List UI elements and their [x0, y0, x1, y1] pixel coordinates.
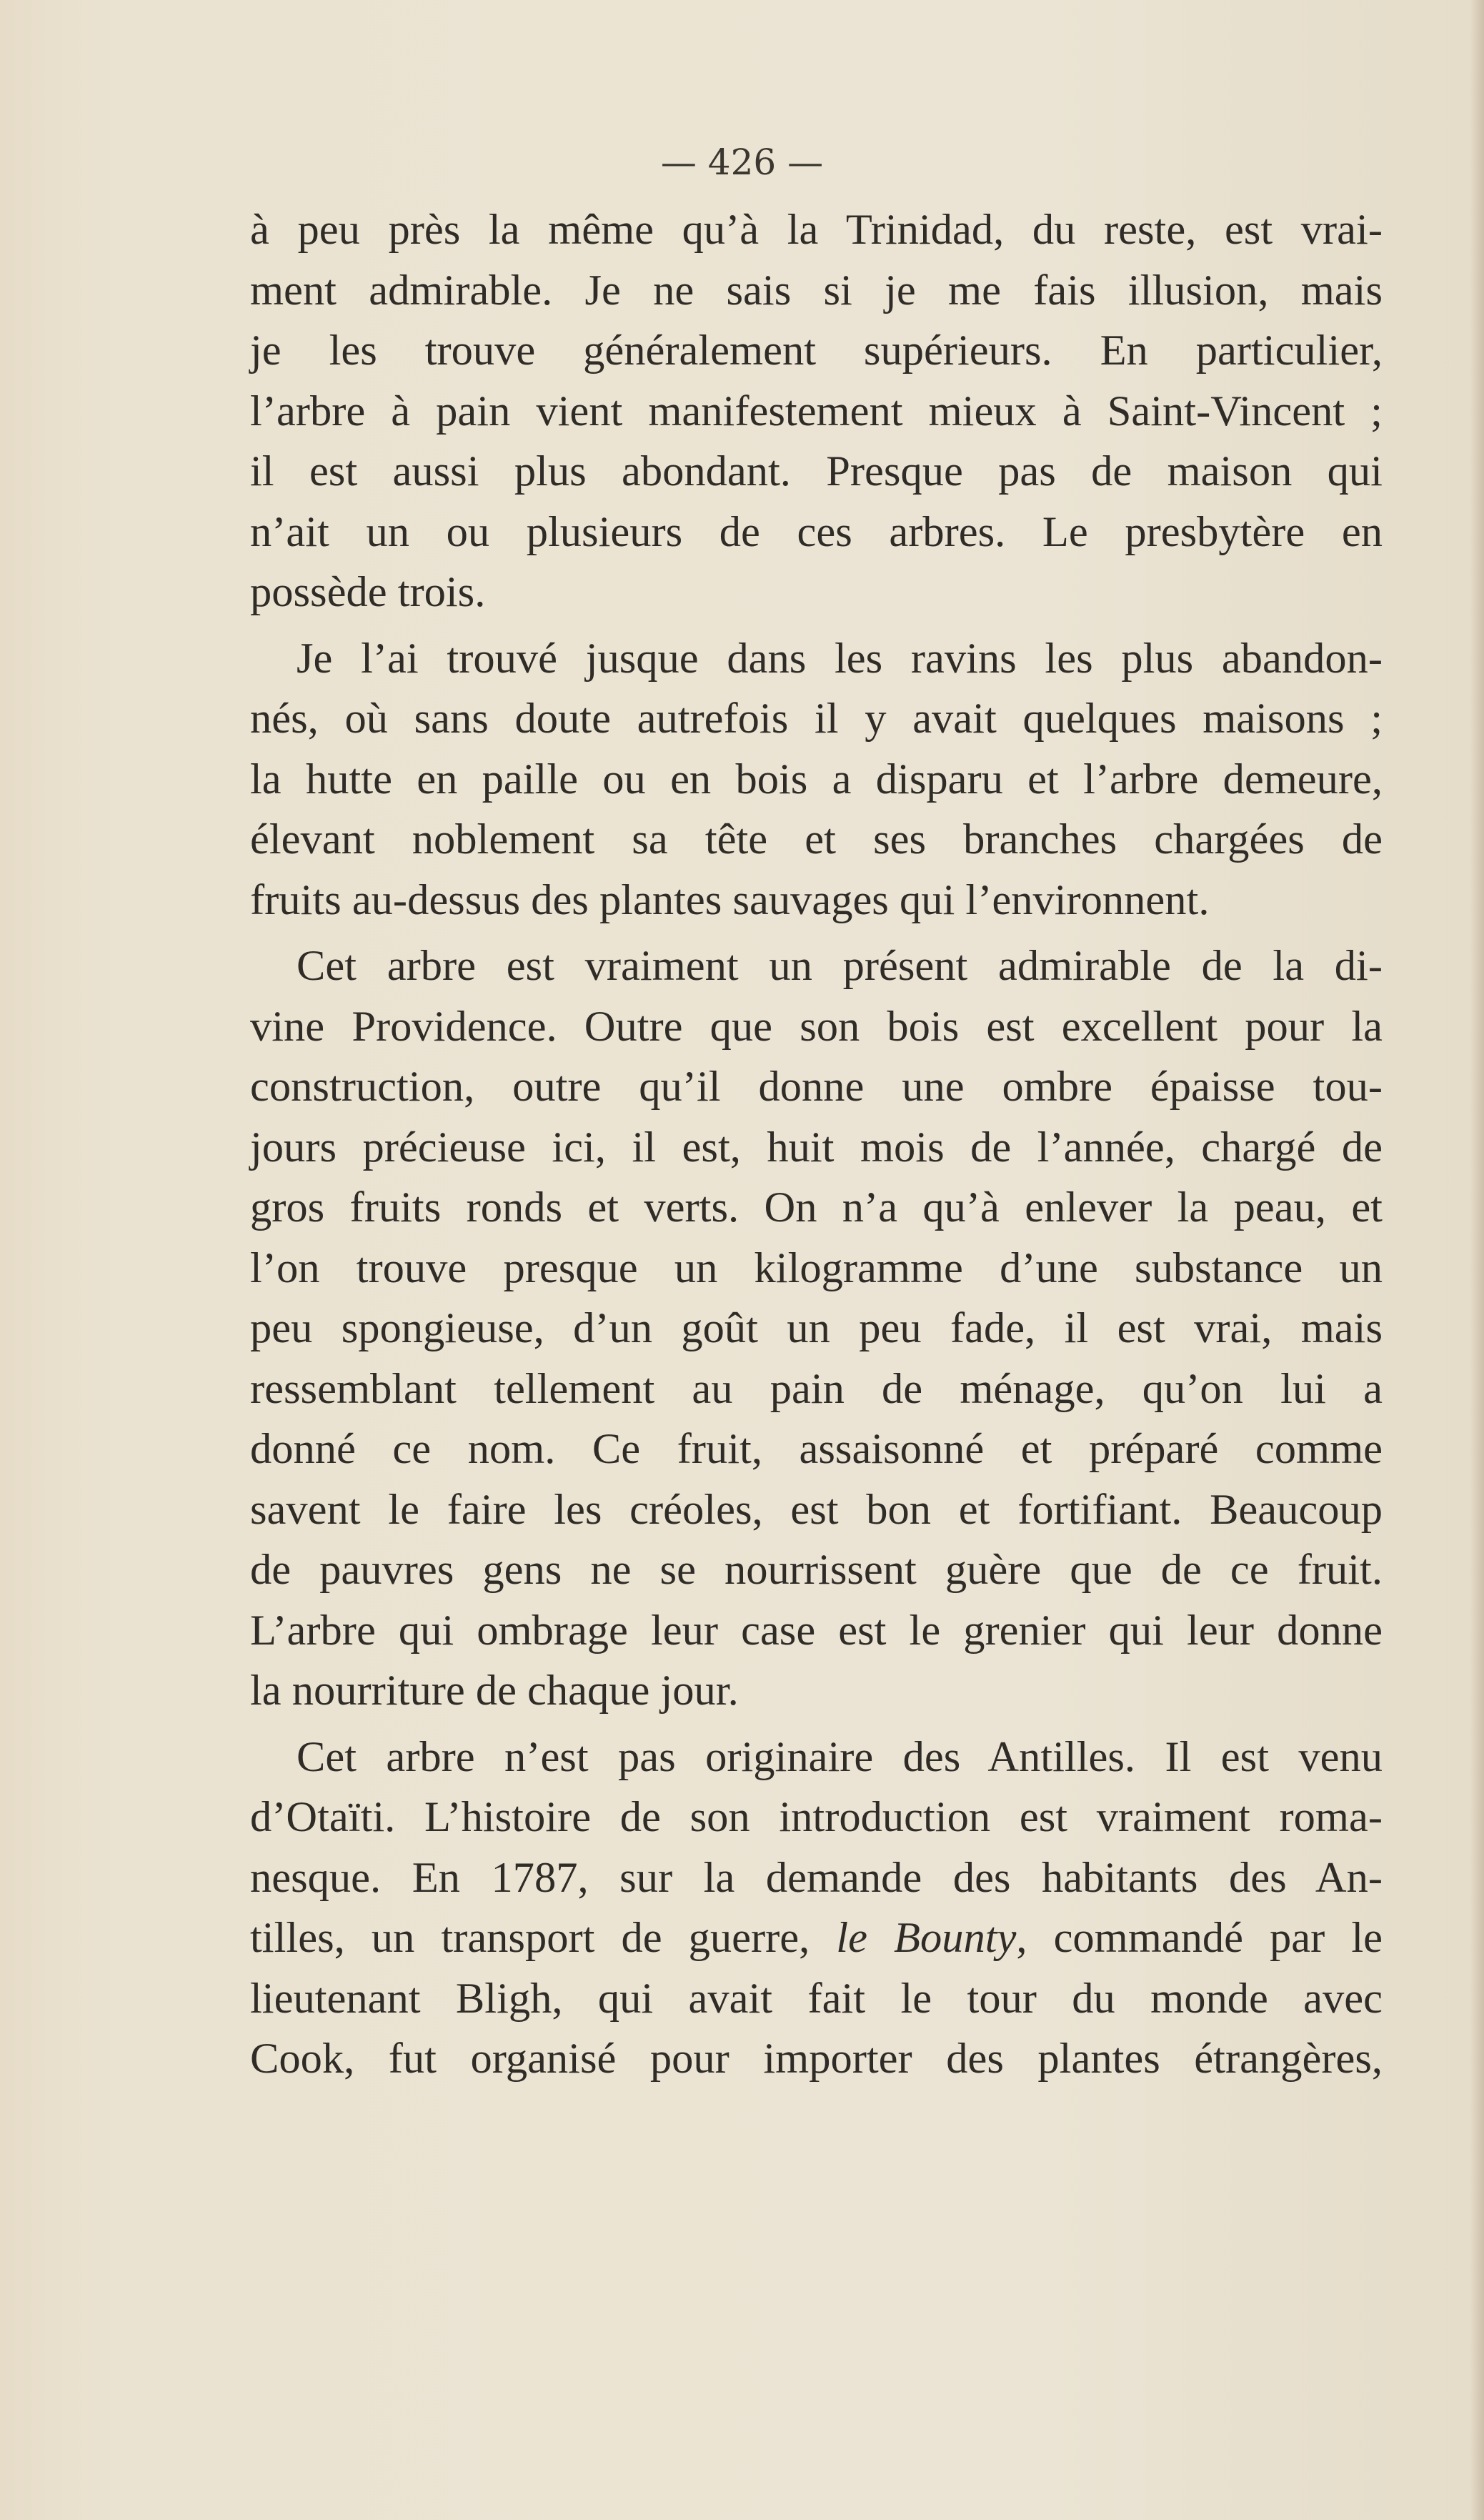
paragraph-4 [250, 1727, 1383, 2090]
text-line: Cook, fut organisé pour importer des plantes étrangères, [250, 2035, 1383, 2083]
text-line: l’on trouve presque un kilogramme d’une substance un [250, 1244, 1383, 1292]
text-line: savent le faire les créoles, est bon et fortifiant. Beaucoup [250, 1485, 1383, 1534]
text-line: L’arbre qui ombrage leur case est le grenier qui leur donne [250, 1606, 1383, 1655]
text-line: la hutte en paille ou en bois a disparu et l’arbre demeure, [250, 755, 1383, 803]
text-line: je les trouve généralement supérieurs. En particulier, [250, 327, 1383, 374]
text-line: élevant noblement sa tête et ses branches chargées de [250, 815, 1383, 863]
italic-ship-name: le Bounty [836, 1914, 1017, 1962]
text-line: d’Otaïti. L’histoire de son introduction est vraiment roma- [250, 1793, 1383, 1841]
text-line: n’ait un ou plusieurs de ces arbres. Le presbytère en [250, 507, 1383, 556]
text-line: Cet arbre n’est pas originaire des Antilles. Il est venu [297, 1732, 1383, 1781]
page-edge-shadow [1470, 0, 1484, 2520]
text-line: nesque. En 1787, sur la demande des habitants des An- [250, 1853, 1383, 1902]
text-line: de pauvres gens ne se nourrissent guère que de ce fruit. [250, 1546, 1383, 1594]
text-line: l’arbre à pain vient manifestement mieux à Saint-Vincent ; [250, 387, 1383, 435]
text-line: nés, où sans doute autrefois il y avait quelques maisons ; [250, 695, 1383, 743]
paragraph-3 [250, 936, 1383, 1722]
page-number: — 426 — [660, 142, 824, 183]
text-line: lieutenant Bligh, qui avait fait le tour du monde avec [250, 1974, 1383, 2023]
text-line: ressemblant tellement au pain de ménage, qu’on lui a [250, 1364, 1383, 1413]
paragraph-2 [250, 629, 1383, 931]
body-text [250, 200, 1383, 2095]
text-line: gros fruits ronds et verts. On n’a qu’à enlever la peau, et [250, 1184, 1383, 1231]
text-line: fruits au-dessus des plantes sauvages qui l’environnent. [250, 875, 1210, 924]
text-line: Cet arbre est vraiment un présent admirable de la di- [297, 942, 1383, 990]
text-line: vine Providence. Outre que son bois est excellent pour la [250, 1002, 1383, 1051]
text-line: la nourriture de chaque jour. [250, 1667, 739, 1715]
text-line: donné ce nom. Ce fruit, assaisonné et préparé comme [250, 1425, 1383, 1473]
text-line: à peu près la même qu’à la Trinidad, du reste, est vrai- [250, 206, 1383, 254]
text-line: peu spongieuse, d’un goût un peu fade, il est vrai, mais [250, 1304, 1383, 1352]
text-line: Je l’ai trouvé jusque dans les ravins les plus abandon- [297, 634, 1383, 683]
text-line: possède trois. [250, 568, 486, 616]
text-line: ment admirable. Je ne sais si je me fais illusion, mais [250, 266, 1383, 314]
paragraph-1 [250, 200, 1383, 623]
text-line: tilles, un transport de guerre, le Bounty, commandé par le [250, 1914, 1383, 1962]
text-line: jours précieuse ici, il est, huit mois de l’année, chargé de [250, 1123, 1383, 1171]
text-line: il est aussi plus abondant. Presque pas de maison qui [250, 447, 1383, 495]
text-line: construction, outre qu’il donne une ombre épaisse tou- [250, 1063, 1383, 1111]
